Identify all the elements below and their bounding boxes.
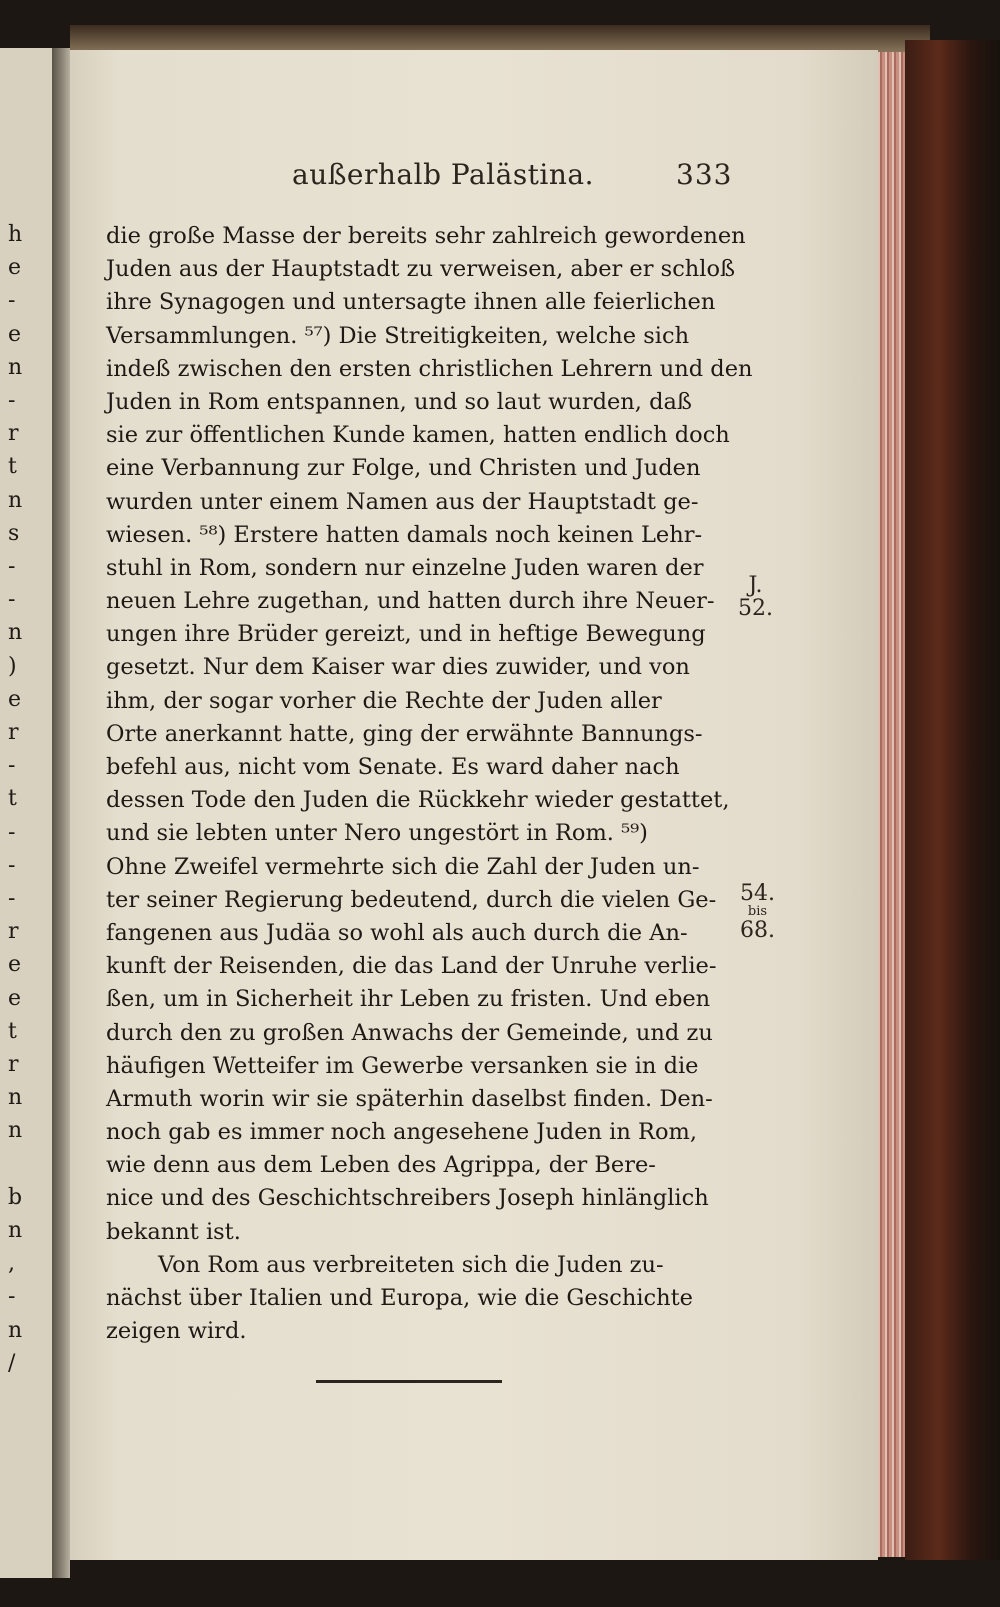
text-line: durch den zu großen Anwachs der Gemeinde, und zu	[106, 1019, 713, 1046]
text-line: fangenen aus Judäa so wohl als auch durch die An-	[106, 919, 688, 946]
text-line: Juden aus der Hauptstadt zu verweisen, aber er schloß	[106, 256, 736, 283]
left-edge-glyph: s	[8, 520, 20, 546]
left-edge-glyph: r	[8, 421, 19, 447]
text-line: neuen Lehre zugethan, und hatten durch ihre Neuer-	[106, 588, 715, 615]
text-line: nächst über Italien und Europa, wie die Geschichte	[106, 1285, 693, 1311]
left-edge-glyph: r	[8, 919, 19, 945]
text-line: befehl aus, nicht vom Senate. Es ward daher nach	[106, 754, 680, 780]
text-line: ungen ihre Brüder gereizt, und in heftige Bewegung	[106, 621, 706, 648]
page-edges	[875, 52, 905, 1557]
left-edge-glyph: h	[8, 222, 23, 247]
left-edge-glyph: -	[8, 753, 16, 779]
page-header	[70, 158, 878, 198]
left-edge-glyph: r	[8, 720, 19, 745]
left-edge-glyph: t	[8, 1018, 17, 1044]
text-line: bekannt ist.	[106, 1218, 241, 1245]
text-line: die große Masse der bereits sehr zahlreich gewordenen	[106, 223, 746, 249]
left-edge-glyph: -	[8, 587, 16, 613]
text-line: Ohne Zweifel vermehrte sich die Zahl der Juden un-	[106, 853, 700, 880]
left-edge-glyph: e	[8, 952, 22, 978]
page-number: 333	[676, 158, 733, 191]
left-page-edge-text	[0, 48, 52, 1578]
text-line: wiesen. ⁵⁸) Erstere hatten damals noch keinen Lehr-	[106, 521, 703, 548]
left-edge-glyph: n	[8, 1085, 23, 1111]
left-edge-glyph: -	[8, 554, 16, 579]
text-line: wie denn aus dem Leben des Agrippa, der Bere-	[106, 1152, 656, 1179]
left-edge-glyph: e	[8, 985, 22, 1011]
margin-note-year-52	[738, 574, 773, 620]
running-title: außerhalb Palästina.	[292, 158, 595, 191]
text-line: nice und des Geschichtschreibers Joseph hinlänglich	[106, 1185, 709, 1212]
left-edge-glyph: e	[8, 686, 22, 712]
text-line: ter seiner Regierung bedeutend, durch die vielen Ge-	[106, 886, 717, 913]
margin-note-text: 52.	[738, 596, 773, 621]
text-line: dessen Tode den Juden die Rückkehr wieder gestattet,	[106, 787, 730, 814]
left-edge-glyph: n	[8, 1218, 23, 1243]
left-edge-glyph: )	[8, 653, 17, 679]
margin-note-text: bis	[747, 904, 768, 919]
text-line: Versammlungen. ⁵⁷) Die Streitigkeiten, welche sich	[106, 322, 690, 349]
body-text	[106, 220, 753, 1348]
left-edge-glyph: e	[8, 255, 22, 281]
section-end-rule	[316, 1380, 502, 1383]
left-page-fragment	[0, 48, 52, 1578]
text-line: gesetzt. Nur dem Kaiser war dies zuwider, und von	[106, 654, 690, 681]
left-edge-glyph: -	[8, 288, 16, 314]
left-edge-glyph: t	[8, 454, 17, 480]
left-edge-glyph: -	[8, 819, 16, 845]
text-line: ihre Synagogen und untersagte ihnen alle feierlichen	[106, 289, 716, 316]
left-edge-glyph: -	[8, 852, 16, 878]
left-edge-glyph: n	[8, 487, 23, 513]
left-edge-glyph: n	[8, 1118, 23, 1144]
left-edge-glyph: n	[8, 620, 23, 646]
text-line: Juden in Rom entspannen, und so laut wurden, daß	[106, 388, 692, 415]
left-edge-glyph: t	[8, 786, 17, 812]
text-line: ihm, der sogar vorher die Rechte der Juden aller	[106, 687, 662, 714]
left-edge-glyph: -	[8, 886, 16, 911]
book-page	[70, 50, 878, 1560]
text-line: Orte anerkannt hatte, ging der erwähnte Bannungs-	[106, 720, 703, 747]
left-edge-glyph: -	[8, 1284, 16, 1310]
text-line: sie zur öffentlichen Kunde kamen, hatten endlich doch	[106, 422, 730, 449]
margin-note-text: J.	[748, 573, 763, 598]
book-gutter	[52, 48, 70, 1578]
left-edge-glyph: ,	[8, 1251, 15, 1277]
text-line: stuhl in Rom, sondern nur einzelne Juden waren der	[106, 554, 704, 581]
margin-note-text: 54.	[740, 881, 775, 906]
margin-note-text: 68.	[740, 918, 775, 943]
text-line: noch gab es immer noch angesehene Juden in Rom,	[106, 1119, 697, 1146]
text-line: und sie lebten unter Nero ungestört in Rom. ⁵⁹)	[106, 820, 648, 847]
left-edge-glyph: r	[8, 1052, 19, 1077]
text-line: kunft der Reisenden, die das Land der Unruhe verlie-	[106, 953, 717, 980]
text-line: wurden unter einem Namen aus der Hauptstadt ge-	[106, 488, 699, 515]
margin-note-years-54-68	[740, 882, 775, 942]
book-cover-edge	[905, 40, 1000, 1560]
left-edge-glyph: /	[8, 1350, 16, 1376]
left-edge-glyph: b	[8, 1184, 23, 1210]
text-line: zeigen wird.	[106, 1318, 247, 1345]
left-edge-glyph: n	[8, 354, 23, 380]
left-edge-glyph: n	[8, 1317, 23, 1343]
left-edge-glyph: -	[8, 388, 16, 413]
text-line: indeß zwischen den ersten christlichen Lehrern und den	[106, 355, 753, 382]
text-line: Von Rom aus verbreiteten sich die Juden zu-	[158, 1251, 664, 1278]
left-edge-glyph: e	[8, 321, 22, 347]
text-line: eine Verbannung zur Folge, und Christen und Juden	[106, 455, 701, 482]
text-line: ßen, um in Sicherheit ihr Leben zu fristen. Und eben	[106, 986, 711, 1013]
text-line: häufigen Wetteifer im Gewerbe versanken sie in die	[106, 1052, 699, 1079]
text-line: Armuth worin wir sie späterhin daselbst finden. Den-	[106, 1085, 713, 1112]
